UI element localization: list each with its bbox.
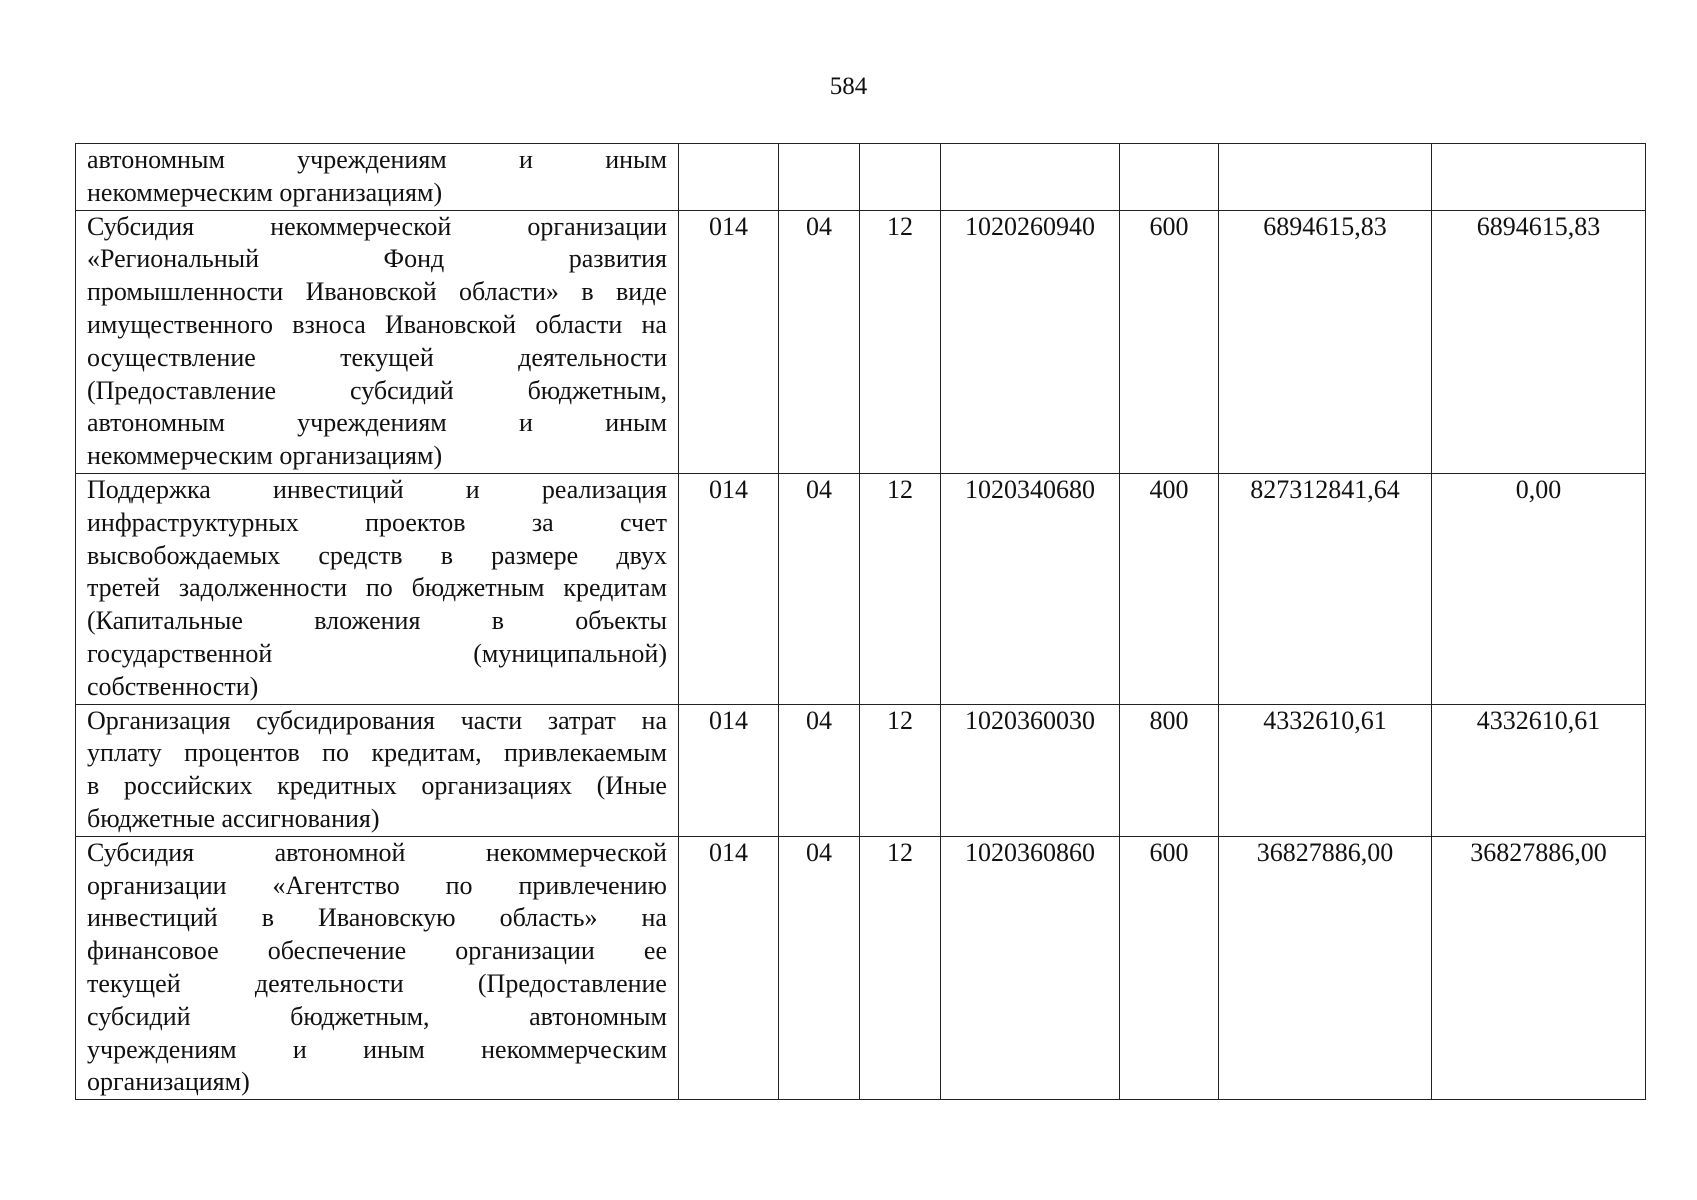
description-word: в	[581, 277, 594, 307]
description-line	[87, 870, 667, 903]
description-word: по	[365, 573, 393, 603]
description-line	[87, 837, 667, 870]
description-word: и	[519, 145, 533, 174]
description-word: высвобождаемых	[87, 540, 281, 570]
description-word: государственной	[87, 638, 273, 668]
amount-2-cell: 0,00	[1432, 473, 1646, 704]
description-word: и	[292, 1034, 307, 1064]
description-line: организациям)	[87, 1067, 250, 1097]
description-word: в	[87, 771, 100, 801]
description-word: инвестиций	[87, 903, 218, 933]
description-word: Субсидия	[87, 837, 195, 867]
description-word: автономным	[87, 145, 225, 174]
amount-1-cell	[1219, 144, 1432, 211]
description-word: части	[460, 705, 523, 735]
description-line	[87, 243, 667, 276]
subsection-cell: 12	[860, 704, 941, 836]
description-word: субсидий	[350, 375, 454, 405]
admin-code-cell: 014	[679, 210, 779, 473]
subsection-cell: 12	[860, 473, 941, 704]
description-line	[87, 1001, 667, 1034]
description-word: задолженности	[178, 573, 347, 603]
description-word: текущей	[87, 968, 181, 998]
description-word: Ивановской	[305, 277, 437, 307]
description-line	[87, 705, 667, 738]
table-row	[76, 704, 1646, 836]
amount-2-cell	[1432, 144, 1646, 211]
description-word: кредитам,	[371, 738, 482, 768]
description-word: счет	[620, 507, 667, 537]
description-word: автономным	[87, 408, 225, 438]
description-line	[87, 770, 667, 803]
description-word: процентов	[184, 738, 300, 768]
table-row	[76, 473, 1646, 704]
table-row	[76, 210, 1646, 473]
description-word: по	[445, 870, 473, 900]
expense-type-cell: 600	[1120, 210, 1219, 473]
description-word: объекты	[575, 606, 667, 636]
description-line	[87, 144, 667, 177]
amount-2-cell: 36827886,00	[1432, 836, 1646, 1099]
subsection-cell	[860, 144, 941, 211]
description-word: области»	[459, 277, 559, 307]
description-word: организации	[527, 211, 667, 241]
description-line	[87, 375, 667, 408]
description-word: кредитных	[277, 771, 397, 801]
description-word: средств	[318, 540, 403, 570]
description-cell	[76, 144, 679, 211]
description-word: (муниципальной)	[473, 638, 667, 668]
description-word: вложения	[314, 606, 421, 636]
description-word: учреждениям	[87, 1034, 237, 1064]
description-word: Ивановскую	[318, 903, 456, 933]
description-word: бюджетным,	[290, 1001, 430, 1031]
description-word: автономным	[529, 1001, 667, 1031]
description-word: некоммерческим	[481, 1034, 667, 1064]
description-word: инвестиций	[272, 474, 404, 504]
description-line	[87, 309, 667, 342]
description-word: по	[322, 738, 350, 768]
description-word: двух	[616, 540, 667, 570]
description-word: иным	[363, 1034, 425, 1064]
description-line	[87, 902, 667, 935]
table-body	[76, 144, 1646, 1100]
description-word: «Агентство	[272, 870, 400, 900]
budget-table	[75, 143, 1646, 1100]
target-article-cell	[941, 144, 1120, 211]
description-word: организации	[87, 870, 227, 900]
description-cell	[76, 473, 679, 704]
section-cell: 04	[779, 836, 860, 1099]
description-word: учреждениям	[297, 145, 447, 174]
description-word: инфраструктурных	[87, 507, 299, 537]
description-word: осуществление	[87, 342, 256, 372]
description-word: иным	[605, 408, 667, 438]
description-word: на	[641, 309, 667, 339]
description-word: реализация	[541, 474, 667, 504]
amount-1-cell: 6894615,83	[1219, 210, 1432, 473]
description-word: Поддержка	[87, 474, 211, 504]
description-word: (Капитальные	[87, 606, 243, 636]
description-word: Организация	[87, 705, 231, 735]
description-word: «Региональный	[87, 244, 260, 274]
target-article-cell: 1020340680	[941, 473, 1120, 704]
admin-code-cell: 014	[679, 704, 779, 836]
description-word: развития	[568, 244, 667, 274]
expense-type-cell	[1120, 144, 1219, 211]
description-word: (Иные	[596, 771, 667, 801]
description-word: привлечению	[518, 870, 667, 900]
description-word: на	[641, 705, 667, 735]
description-line	[87, 507, 667, 540]
description-cell	[76, 210, 679, 473]
description-word: учреждениям	[297, 408, 447, 438]
amount-1-cell: 827312841,64	[1219, 473, 1432, 704]
description-word: область»	[499, 903, 598, 933]
description-word: за	[531, 507, 554, 537]
description-line	[87, 737, 667, 770]
description-word: бюджетным	[411, 573, 545, 603]
description-word: кредитам	[563, 573, 667, 603]
description-line	[87, 968, 667, 1001]
description-word: (Предоставление	[477, 968, 667, 998]
description-word: организациях	[421, 771, 573, 801]
amount-2-cell: 6894615,83	[1432, 210, 1646, 473]
description-line: некоммерческим организациям)	[87, 441, 443, 471]
description-line	[87, 211, 667, 244]
description-word: взноса	[292, 309, 366, 339]
description-word: привлекаемым	[504, 738, 667, 768]
description-word: области	[535, 309, 623, 339]
section-cell	[779, 144, 860, 211]
admin-code-cell	[679, 144, 779, 211]
description-word: субсидий	[87, 1001, 191, 1031]
description-word: на	[641, 903, 667, 933]
target-article-cell: 1020360030	[941, 704, 1120, 836]
description-line: некоммерческим организациям)	[87, 177, 443, 207]
description-line	[87, 276, 667, 309]
description-word: в	[440, 540, 453, 570]
target-article-cell: 1020360860	[941, 836, 1120, 1099]
table-row	[76, 144, 1646, 211]
description-word: и	[465, 474, 480, 504]
description-cell	[76, 836, 679, 1099]
description-line	[87, 474, 667, 507]
description-word: иным	[605, 145, 667, 174]
section-cell: 04	[779, 704, 860, 836]
description-word: обеспечение	[267, 936, 407, 966]
description-word: организации	[455, 936, 595, 966]
description-word: некоммерческой	[485, 837, 667, 867]
admin-code-cell: 014	[679, 836, 779, 1099]
subsection-cell: 12	[860, 836, 941, 1099]
description-word: Ивановской	[385, 309, 517, 339]
section-cell: 04	[779, 210, 860, 473]
description-line	[87, 540, 667, 573]
description-word: российских	[123, 771, 253, 801]
description-word: промышленности	[87, 277, 284, 307]
amount-2-cell: 4332610,61	[1432, 704, 1646, 836]
description-word: виде	[616, 277, 667, 307]
description-word: финансовое	[87, 936, 219, 966]
description-line	[87, 935, 667, 968]
description-word: и	[519, 408, 533, 438]
description-word: Фонд	[383, 244, 445, 274]
description-word: бюджетным,	[527, 375, 667, 405]
amount-1-cell: 36827886,00	[1219, 836, 1432, 1099]
description-line: собственности)	[87, 671, 259, 701]
target-article-cell: 1020260940	[941, 210, 1120, 473]
description-word: размере	[491, 540, 579, 570]
amount-1-cell: 4332610,61	[1219, 704, 1432, 836]
section-cell: 04	[779, 473, 860, 704]
subsection-cell: 12	[860, 210, 941, 473]
description-word: Субсидия	[87, 211, 195, 241]
description-word: затрат	[547, 705, 616, 735]
expense-type-cell: 400	[1120, 473, 1219, 704]
admin-code-cell: 014	[679, 473, 779, 704]
description-word: ее	[643, 936, 667, 966]
description-word: деятельности	[518, 342, 667, 372]
description-word: третей	[87, 573, 161, 603]
table-row	[76, 836, 1646, 1099]
description-line	[87, 407, 667, 440]
description-word: в	[261, 903, 275, 933]
expense-type-cell: 800	[1120, 704, 1219, 836]
description-line	[87, 638, 667, 671]
description-word: деятельности	[254, 968, 404, 998]
description-line: бюджетные ассигнования)	[87, 803, 380, 833]
description-word: текущей	[340, 342, 434, 372]
page-number: 584	[829, 73, 868, 100]
description-cell	[76, 704, 679, 836]
description-word: в	[491, 606, 504, 636]
description-line	[87, 342, 667, 375]
description-word: (Предоставление	[87, 375, 277, 405]
description-word: некоммерческой	[270, 211, 452, 241]
description-word: имущественного	[87, 309, 273, 339]
description-word: проектов	[365, 507, 466, 537]
description-line	[87, 605, 667, 638]
description-line	[87, 1034, 667, 1067]
description-word: уплату	[87, 738, 162, 768]
expense-type-cell: 600	[1120, 836, 1219, 1099]
description-line	[87, 572, 667, 605]
description-word: автономной	[274, 837, 406, 867]
description-word: субсидирования	[256, 705, 436, 735]
